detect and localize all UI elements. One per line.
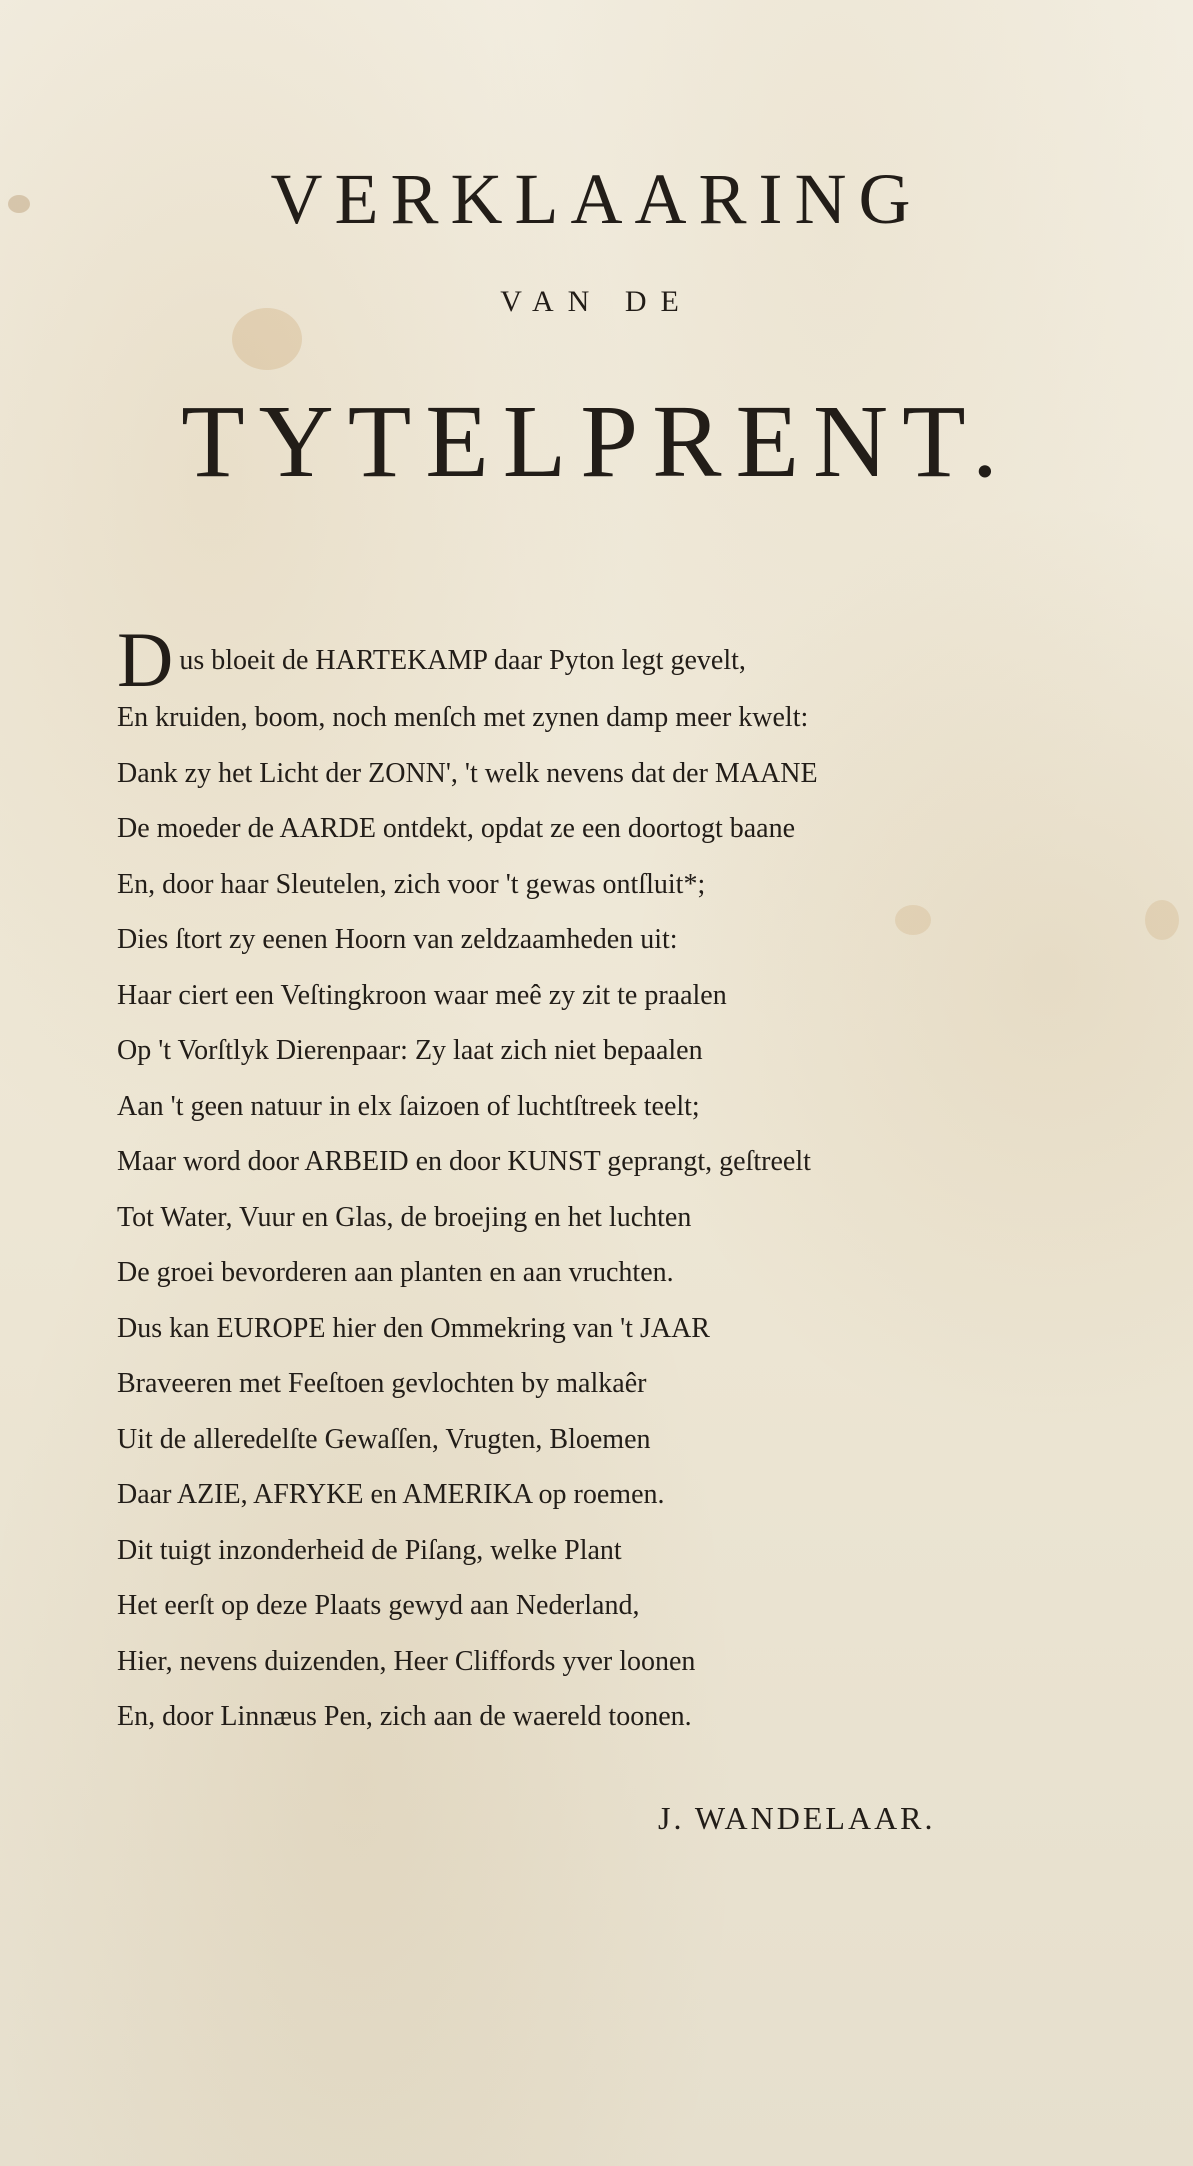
poem-line: Dies ſtort zy eenen Hoorn van zeldzaamheden uit: — [117, 924, 678, 955]
poem-line: Dank zy het Licht der ZONN', 't welk nevens dat der MAANE — [117, 757, 818, 789]
poem-line: Dus kan EUROPE hier den Ommekring van 't JAAR — [117, 1312, 710, 1344]
page-title: VERKLAARING — [270, 159, 923, 239]
poem-line: Braveeren met Feeſtoen gevlochten by malkaêr — [117, 1368, 647, 1399]
poem-line: En kruiden, boom, noch menſch met zynen damp meer kwelt: — [117, 702, 809, 733]
poem — [117, 616, 1117, 1745]
page-subtitle: VAN DE — [500, 285, 693, 318]
poem-line — [117, 616, 1117, 703]
foxing-stain — [1145, 900, 1179, 940]
poem-line-text: us bloeit de HARTEKAMP daar Pyton legt gevelt, — [179, 645, 746, 676]
author-signature: J. WANDELAAR. — [658, 1800, 936, 1836]
poem-line: Daar AZIE, AFRYKE en AMERIKA op roemen. — [117, 1479, 665, 1510]
poem-line: En, door Linnæus Pen, zich aan de waereld toonen. — [117, 1701, 692, 1732]
poem-line: Het eerſt op deze Plaats gewyd aan Nederland, — [117, 1590, 640, 1621]
poem-line: Maar word door ARBEID en door KUNST geprangt, geſtreelt — [117, 1146, 811, 1177]
poem-line: Aan 't geen natuur in elx ſaizoen of luchtſtreek teelt; — [117, 1090, 700, 1122]
poem-line: De moeder de AARDE ontdekt, opdat ze een doortogt baane — [117, 813, 796, 844]
poem-line: Haar ciert een Veſtingkroon waar meê zy zit te praalen — [117, 979, 727, 1011]
poem-line: De groei bevorderen aan planten en aan vruchten. — [117, 1257, 674, 1288]
poem-line: Op 't Vorſtlyk Dierenpaar: Zy laat zich niet bepaalen — [117, 1035, 703, 1066]
poem-line: Dit tuigt inzonderheid de Piſang, welke Plant — [117, 1534, 622, 1566]
poem-line: Hier, nevens duizenden, Heer Cliffords yver loonen — [117, 1645, 696, 1677]
poem-line: En, door haar Sleutelen, zich voor 't gewas ontſluit*; — [117, 868, 706, 900]
poem-line: Tot Water, Vuur en Glas, de broejing en het luchten — [117, 1201, 692, 1233]
page-heading: TYTELPRENT. — [181, 384, 1012, 499]
poem-line: Uit de alleredelſte Gewaſſen, Vrugten, Bloemen — [117, 1423, 651, 1455]
drop-cap: D — [117, 616, 174, 703]
